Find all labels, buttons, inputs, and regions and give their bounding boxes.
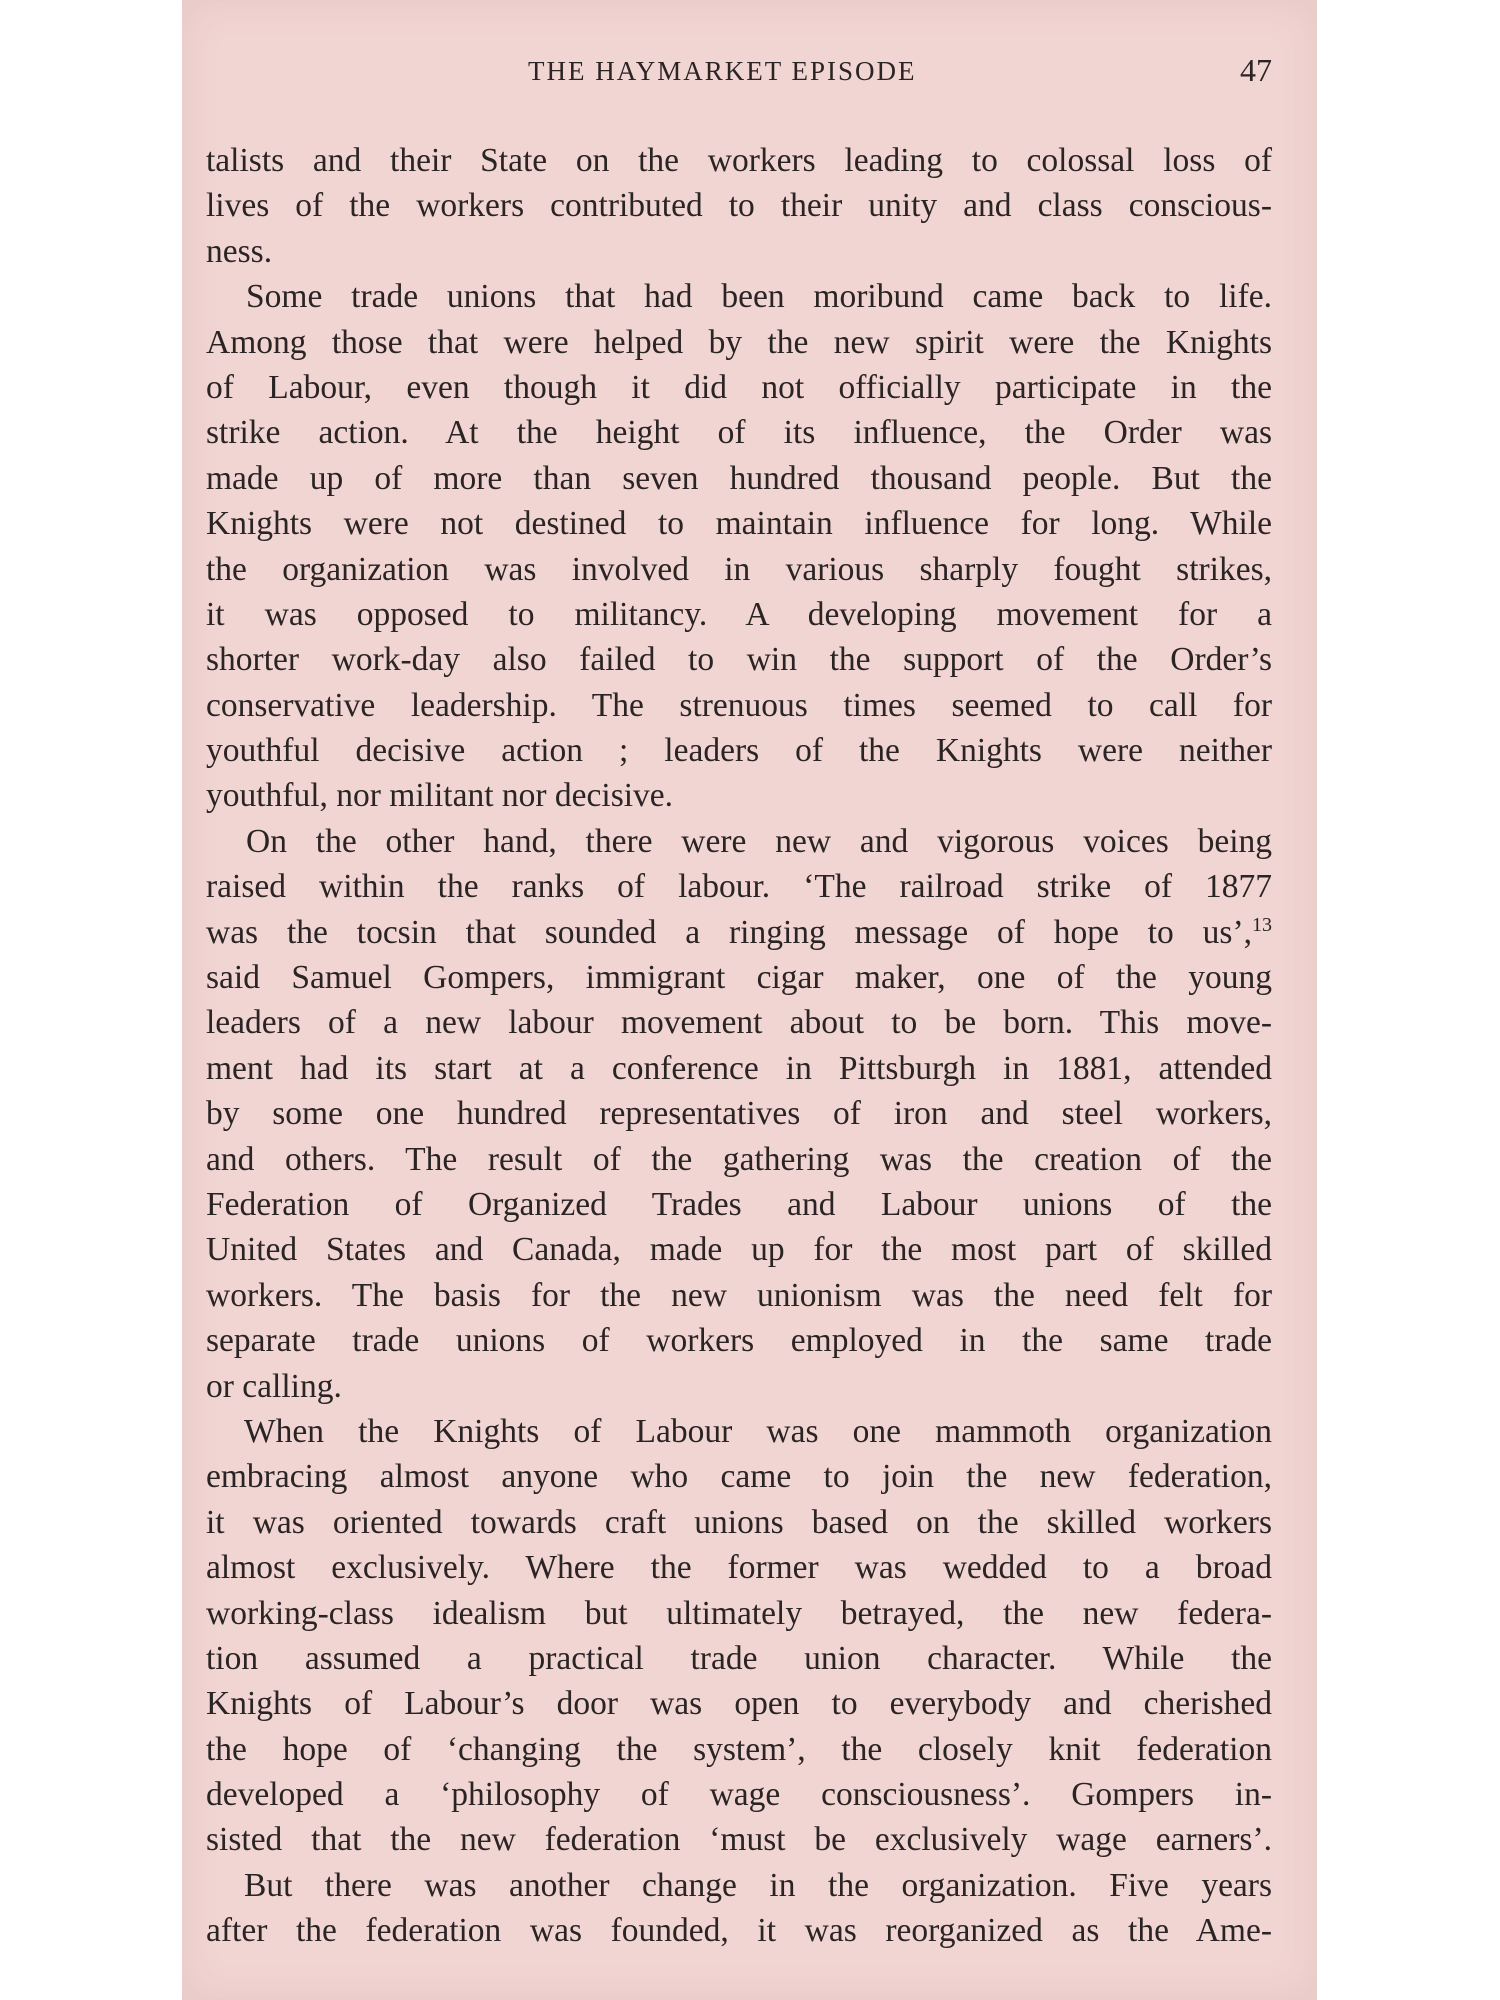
text-line: youthful decisive action ; leaders of the Knights were neither: [206, 732, 1272, 770]
book-page: [182, 0, 1317, 2000]
text-line: embracing almost anyone who came to join the new federation,: [206, 1458, 1272, 1496]
text-line: after the federation was founded, it was reorganized as the Ame-: [206, 1912, 1272, 1950]
body-text: [206, 138, 1272, 1954]
text-line: talists and their State on the workers leading to colossal loss of: [206, 142, 1272, 179]
text-line: developed a ‘philosophy of wage consciousness’. Gompers in-: [206, 1776, 1272, 1814]
page-header: [182, 52, 1317, 92]
text-line: Knights of Labour’s door was open to everybody and cherished: [206, 1685, 1272, 1723]
text-line: ness.: [206, 232, 273, 270]
text-line: it was opposed to militancy. A developing movement for a: [206, 595, 1272, 633]
text-line: tion assumed a practical trade union character. While the: [206, 1639, 1272, 1677]
text-line: the organization was involved in various sharply fought strikes,: [206, 550, 1272, 588]
text-line: leaders of a new labour movement about to be born. This move-: [206, 1004, 1272, 1042]
text-line: working-class idealism but ultimately betrayed, the new federa-: [206, 1594, 1272, 1632]
text-line: almost exclusively. Where the former was wedded to a broad: [206, 1549, 1272, 1587]
page-number: 47: [1240, 52, 1272, 88]
text-line: Some trade unions that had been moribund came back to life.: [246, 278, 1272, 316]
text-line: When the Knights of Labour was one mammoth organization: [244, 1412, 1272, 1450]
text-line: or calling.: [206, 1367, 342, 1405]
text-line: and others. The result of the gathering was the creation of the: [206, 1140, 1272, 1178]
text-line: Federation of Organized Trades and Labour unions of the: [206, 1185, 1272, 1223]
text-line: made up of more than seven hundred thousand people. But the: [206, 459, 1272, 497]
text-line: workers. The basis for the new unionism was the need felt for: [206, 1276, 1272, 1314]
running-head: THE HAYMARKET EPISODE: [528, 56, 917, 86]
text-line: lives of the workers contributed to their unity and class conscious-: [206, 187, 1272, 225]
text-line: ment had its start at a conference in Pittsburgh in 1881, attended: [206, 1049, 1272, 1087]
text-line: Knights were not destined to maintain influence for long. While: [206, 505, 1272, 543]
text-line: of Labour, even though it did not officially participate in the: [206, 368, 1272, 406]
text-line: said Samuel Gompers, immigrant cigar maker, one of the young: [206, 959, 1272, 997]
text-line: by some one hundred representatives of iron and steel workers,: [206, 1095, 1272, 1133]
text-line: shorter work-day also failed to win the support of the Order’s: [206, 641, 1272, 679]
text-line: On the other hand, there were new and vigorous voices being: [246, 822, 1272, 860]
text-line: the hope of ‘changing the system’, the closely knit federation: [206, 1730, 1272, 1768]
text-line: raised within the ranks of labour. ‘The railroad strike of 1877: [206, 868, 1272, 906]
text-line: strike action. At the height of its influence, the Order was: [206, 414, 1272, 452]
text-line: youthful, nor militant nor decisive.: [206, 777, 674, 815]
text-line: Among those that were helped by the new spirit were the Knights: [206, 323, 1272, 361]
text-line: But there was another change in the organization. Five years: [244, 1866, 1272, 1904]
text-line: sisted that the new federation ‘must be exclusively wage earners’.: [206, 1821, 1272, 1859]
text-line-content: was the tocsin that sounded a ringing message of hope to us’,: [206, 913, 1252, 951]
text-line: it was oriented towards craft unions based on the skilled workers: [206, 1503, 1272, 1541]
text-line-with-footnote: [206, 910, 1272, 955]
footnote-reference: 13: [1252, 913, 1272, 936]
text-line: United States and Canada, made up for the most part of skilled: [206, 1231, 1272, 1269]
text-line: separate trade unions of workers employed in the same trade: [206, 1322, 1272, 1360]
text-line: conservative leadership. The strenuous times seemed to call for: [206, 686, 1272, 724]
